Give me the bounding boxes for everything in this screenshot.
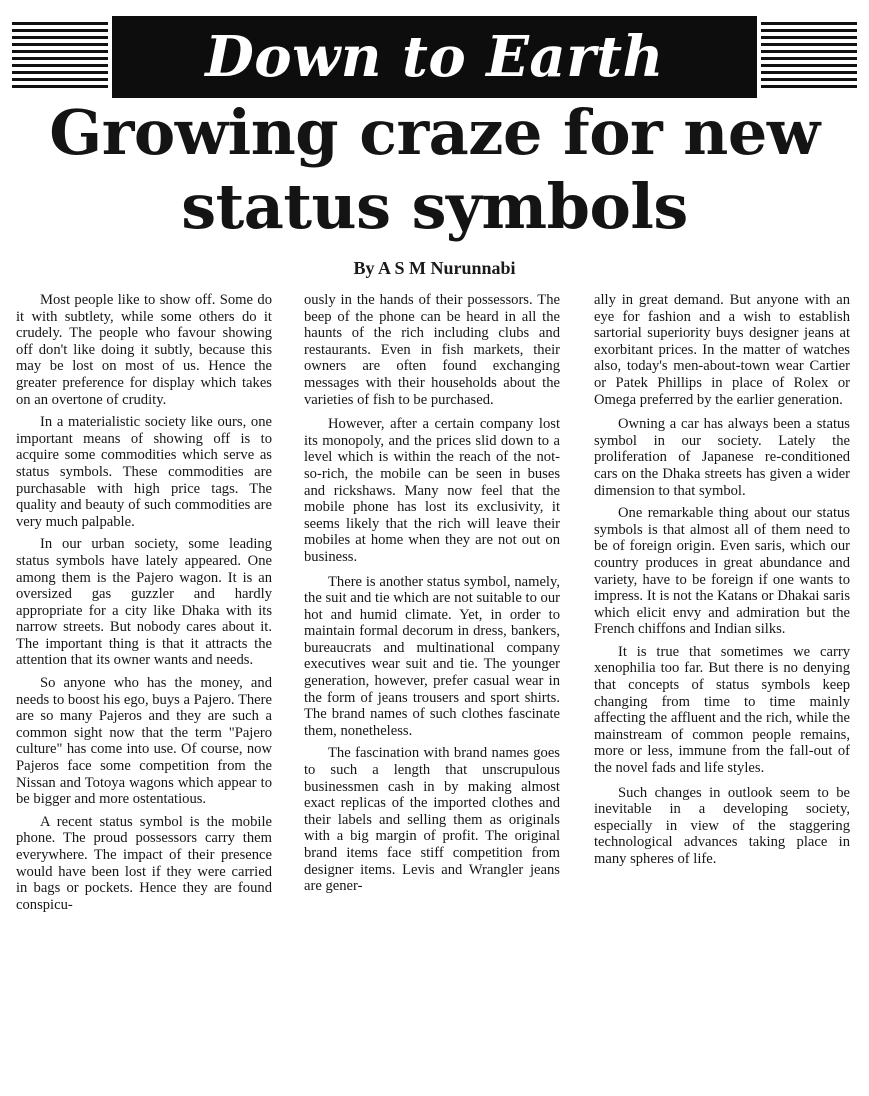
article-headline: Growing craze for new status symbols <box>49 96 820 243</box>
paragraph: It is true that sometimes we carry xenophilia too far. But there is no denying that concepts of status symbols keep changing from time to time mainly affecting the affluent and the rich, while the mainstream of common people remains, more or less, immune from the fall-out of the novel fads and life styles. <box>594 643 850 777</box>
column-banner <box>12 16 857 98</box>
paragraph: In our urban society, some leading status symbols have lately appeared. One among them is the Pajero wagon. It is an oversized gas guzzler and hardly appropriate for a city like Dhaka with its narrow streets. But nobody cares about it. The important thing is that it attracts the attention that its owner wants and needs. <box>16 536 272 669</box>
paragraph: One remarkable thing about our status symbols is that almost all of them need to be of foreign origin. Even saris, which our country produces in great abundance and variety, have to be foreign if one wants to impress. It is not the Katans or Dhakai saris which elicit envy and admiration but the French chiffons and Indian silks. <box>594 505 850 638</box>
article-column-2 <box>304 292 560 901</box>
paragraph: There is another status symbol, namely, the suit and tie which are not suitable to our hot and humid climate. Yet, in order to maintain formal decorum in dress, bankers, bureaucrats and multinational company executives wear suit and tie. The younger generation, however, prefer casual wear in the form of jeans trousers and sport shirts. The brand names of such clothes fascinate them, nonetheless. <box>304 573 560 739</box>
paragraph: The fascination with brand names goes to such a length that unscrupulous businessmen cash in by making almost exact replicas of the imported clothes and their labels and selling them as originals with a big margin of profit. The original brand items face stiff competition from designer items. Levis and Wrangler jeans are gener- <box>304 745 560 895</box>
article-byline: By A S M Nurunnabi <box>353 258 516 278</box>
banner-stripes-right <box>761 22 857 92</box>
paragraph: However, after a certain company lost its monopoly, and the prices slid down to a level which is within the reach of the not-so-rich, the mobile can be seen in buses and rickshaws. Many now feel that the mobile phone has lost its exclusivity, it seems likely that the rich will leave their mobiles at home when they are not out on business. <box>304 416 560 565</box>
paragraph: In a materialistic society like ours, one important means of showing off is to acquire some commodities which serve as status symbols. These commodities are purchasable with high price tags. The quality and beauty of such commodities are very much palpable. <box>16 414 272 530</box>
paragraph: A recent status symbol is the mobile phone. The proud possessors carry them everywhere. The impact of their presence would have been lost if they were carried in bags or pockets. Hence they are found conspicu- <box>16 813 272 913</box>
paragraph: So anyone who has the money, and needs to boost his ego, buys a Pajero. There are so many Pajeros and they are such a common sight now that the term "Pajero culture" has come into use. Of course, now Pajeros face some competition from the Nissan and Totoya wagons which appear to be bigger and more ostentatious. <box>16 675 272 808</box>
banner-stripes-left <box>12 22 108 92</box>
paragraph: Such changes in outlook seem to be inevitable in a developing society, especially in view of the staggering technological advances taking place in many spheres of life. <box>594 784 850 867</box>
paragraph: Most people like to show off. Some do it with subtlety, while some others do it crudely. The people who favour showing off don't like doing it subtly, because this may be lost on most of us. Hence the greater preference for display which takes on an overtone of crudity. <box>16 292 272 408</box>
banner-title: Down to Earth <box>112 16 757 98</box>
paragraph: Owning a car has always been a status symbol in our society. Lately the proliferation of Japanese re-conditioned cars on the Dhaka streets has given a wider dimension to that symbol. <box>594 416 850 499</box>
article-column-3 <box>594 292 850 874</box>
paragraph: ously in the hands of their possessors. The beep of the phone can be heard in all the haunts of the rich including clubs and restaurants. Even in fish markets, their owners are often found exchanging messages with their households about the varieties of fish to be purchased. <box>304 292 560 408</box>
paragraph: ally in great demand. But anyone with an eye for fashion and a wish to establish sartorial superiority buys designer jeans at exorbitant prices. In the matter of watches also, today's men-about-town wear Cartier or Patek Phillips in place of Rolex or Omega preferred by the earlier generation. <box>594 292 850 408</box>
article-column-1 <box>16 292 272 919</box>
